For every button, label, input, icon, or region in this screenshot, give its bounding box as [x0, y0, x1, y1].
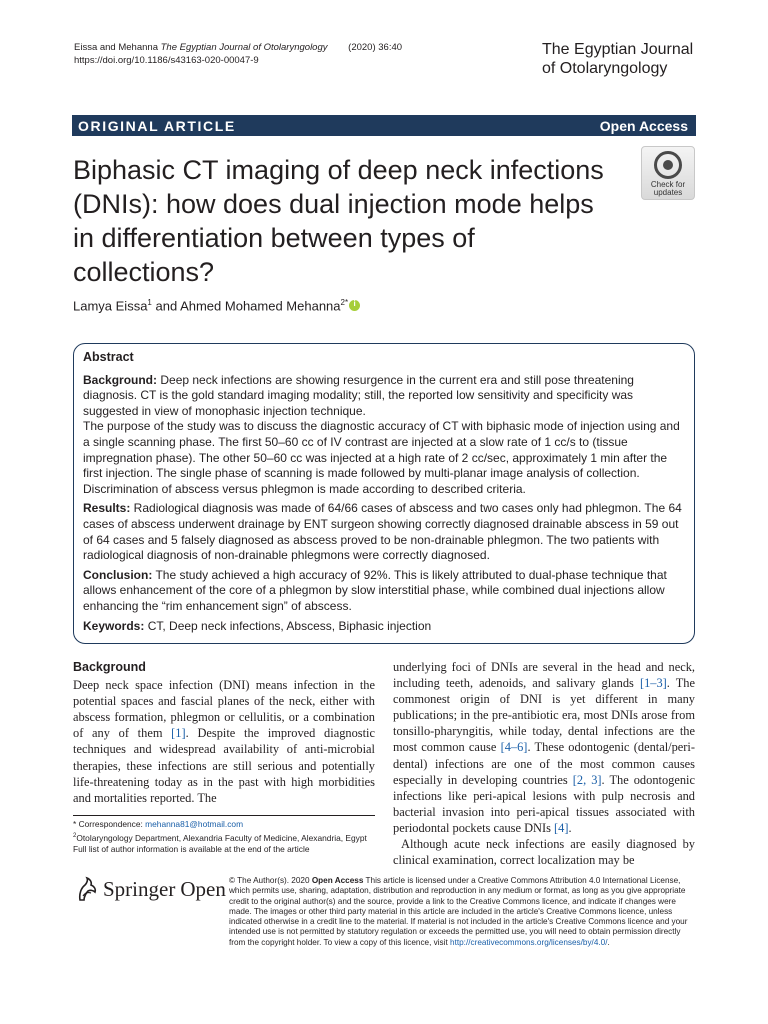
open-access-label: Open Access: [599, 117, 688, 134]
conclusion-text: The study achieved a high accuracy of 92%. This is likely attributed to dual-phase technique that allows enhancement of the core of a phlegmon by slow interstitial phase, while combined dual injections allow enhancing the “rim enhancement sign” of abscess.: [83, 567, 667, 613]
author-separator: and: [151, 298, 181, 314]
citation-link[interactable]: [2, 3]: [572, 772, 602, 787]
author-2-affil: 2*: [340, 298, 349, 307]
article-type-banner: [72, 115, 696, 136]
body-text: . The odontogenic infections like peri-apical lesions with pulp necrosis and bacterial invasion into peri-apical tissues associated with periodontal pockets cause DNIs: [393, 772, 695, 835]
check-updates-line1: Check for: [650, 180, 686, 189]
abstract-heading: Abstract: [83, 350, 134, 364]
license-text: [229, 876, 697, 948]
conclusion-label: Conclusion:: [83, 567, 153, 582]
author-2[interactable]: Ahmed Mohamed Mehanna: [180, 298, 341, 314]
license-lead: © The Author(s). 2020: [229, 876, 312, 885]
orcid-icon[interactable]: [349, 300, 360, 311]
running-authors: Eissa and Mehanna: [74, 42, 158, 53]
body-column-left: [73, 659, 375, 806]
running-header: [74, 41, 402, 67]
body-paragraph: [393, 659, 695, 836]
check-for-updates-button[interactable]: [641, 146, 695, 200]
publisher-logo: [75, 876, 226, 902]
running-year-volume: (2020) 36:40: [348, 42, 403, 53]
check-updates-icon: [654, 151, 682, 179]
keywords-text: CT, Deep neck infections, Abscess, Biphasic injection: [144, 618, 432, 633]
journal-brand-line1: The Egyptian Journal: [542, 41, 694, 58]
license-link[interactable]: http://creativecommons.org/licenses/by/4.0/: [450, 937, 608, 947]
journal-brand-line2: of Otolaryngology: [542, 60, 668, 77]
results-text: Radiological diagnosis was made of 64/66 cases of abscess and two cases only had phlegmon. The 64 cases of abscess underwent drainage by ENT surgeon showing correctly diagnosed drainable abscess in 59 out of 64 cases and 5 falsely diagnosed as abscess proved to be non-drainable phlegmon. The two patients with radiological diagnosis of non-drainable phlegmons were correctly diagnosed.: [83, 501, 682, 563]
background-text: Deep neck infections are showing resurgence in the current era and still pose threatening diagnosis. CT is the gold standard imaging modality; still, the reported low sensitivity and specificity was suggested in view of monophasic injection technique.: [83, 372, 634, 418]
check-updates-line2: updates: [653, 188, 683, 197]
body-text: . Despite the improved diagnostic techniques and widespread availability of anti-microbial therapies, these infections are still serious and potentially life-threatening today as in the past with high morbidities and mortalities reported. The: [73, 726, 375, 805]
affiliation-sup: 2: [73, 832, 77, 839]
abstract-background: [83, 373, 684, 420]
publisher-name: Springer: [103, 876, 176, 901]
body-paragraph: Although acute neck infections are easily diagnosed by clinical examination, correct localization may be: [393, 837, 695, 868]
section-heading-background: Background: [73, 660, 146, 674]
citation-link[interactable]: [1]: [171, 726, 186, 741]
license-body: This article is licensed under a Creative Commons Attribution 4.0 International License, which permits use, sharing, adaptation, distribution and reproduction in any medium or format, as long as you give appropriate credit to the original author(s) and the source, provide a link to the Creative Commons licence, and indicate if changes were made. The images or other third party material in this article are included in the article's Creative Commons licence, unless indicated otherwise in a credit line to the material. If material is not included in the article's Creative Commons licence and your intended use is not permitted by statutory regulation or exceeds the permitted use, you will need to obtain permission directly from the copyright holder. To view a copy of this licence, visit: [229, 876, 688, 947]
body-text: .: [568, 820, 572, 835]
body-paragraph: [73, 677, 375, 806]
background-label: Background:: [83, 372, 158, 387]
springer-horse-icon: [75, 876, 99, 902]
author-1-affil: 1: [147, 298, 152, 307]
footnote: [73, 815, 375, 855]
abstract-keywords: [83, 619, 684, 635]
article-type: ORIGINAL ARTICLE: [78, 117, 236, 134]
author-info-note: Full list of author information is available at the end of the article: [73, 843, 310, 854]
body-text: underlying foci of DNIs are several in the head and neck, including teeth, adenoids, and salivary glands: [393, 660, 695, 691]
running-journal: The Egyptian Journal of Otolaryngology: [160, 42, 328, 53]
publisher-open: Open: [180, 876, 226, 901]
citation-link[interactable]: [4–6]: [500, 740, 528, 755]
email-link[interactable]: mehanna81@hotmail.com: [145, 819, 244, 829]
correspondence-label: * Correspondence:: [73, 819, 146, 829]
abstract-results: [83, 501, 684, 563]
body-text: Deep neck space infection (DNI) means infection in the potential spaces and fascial planes of the neck, either with abscess formation, phlegmon or cellulitis, or a combination of any of them: [73, 678, 375, 741]
article-title: Biphasic CT imaging of deep neck infections (DNIs): how does dual injection mode helps in differentiation between types of collections?: [73, 155, 604, 287]
keywords-label: Keywords:: [83, 618, 145, 633]
correspondence: [73, 819, 375, 831]
affiliation-text: Otolaryngology Department, Alexandria Faculty of Medicine, Alexandria, Egypt: [76, 832, 367, 843]
license-end: .: [607, 937, 610, 947]
springer-wordmark: [103, 877, 226, 902]
affiliation: [73, 831, 375, 844]
citation-link[interactable]: [4]: [554, 820, 569, 835]
results-label: Results:: [83, 501, 131, 516]
abstract-conclusion: [83, 568, 684, 615]
journal-brand: [542, 40, 693, 78]
citation-link[interactable]: [1–3]: [639, 676, 667, 691]
abstract-box: [73, 343, 695, 644]
abstract-background-cont: The purpose of the study was to discuss the diagnostic accuracy of CT with biphasic mode of injection using and a single scanning phase. The first 50–60 cc of IV contrast are injected at a slow rate of 1 cc/s to (tissue impregnation phase). The other 50–60 cc was injected at a high rate of 2 cc/sec, approximately 1 min after the first injection. The single phase of scanning is made followed by multi-planar image analysis of collection. Discrimination of abscess versus phlegmon is made according to described criteria.: [83, 419, 680, 496]
body-text: . The commonest origin of DNI is yet different in many publications; in the pre-antibiotic era, most DNIs arose from tonsillo-pharyngitis, while today, dental infections are the most common cause: [393, 676, 695, 755]
body-column-right: [393, 659, 695, 868]
license-open-access: Open Access: [311, 876, 364, 885]
doi-link[interactable]: https://doi.org/10.1186/s43163-020-00047-9: [74, 55, 259, 66]
body-text: . These odontogenic (dental/peri-dental) infections are one of the most common causes especially in developing countries: [393, 740, 695, 787]
author-list: [73, 298, 360, 313]
author-1[interactable]: Lamya Eissa: [73, 298, 148, 314]
